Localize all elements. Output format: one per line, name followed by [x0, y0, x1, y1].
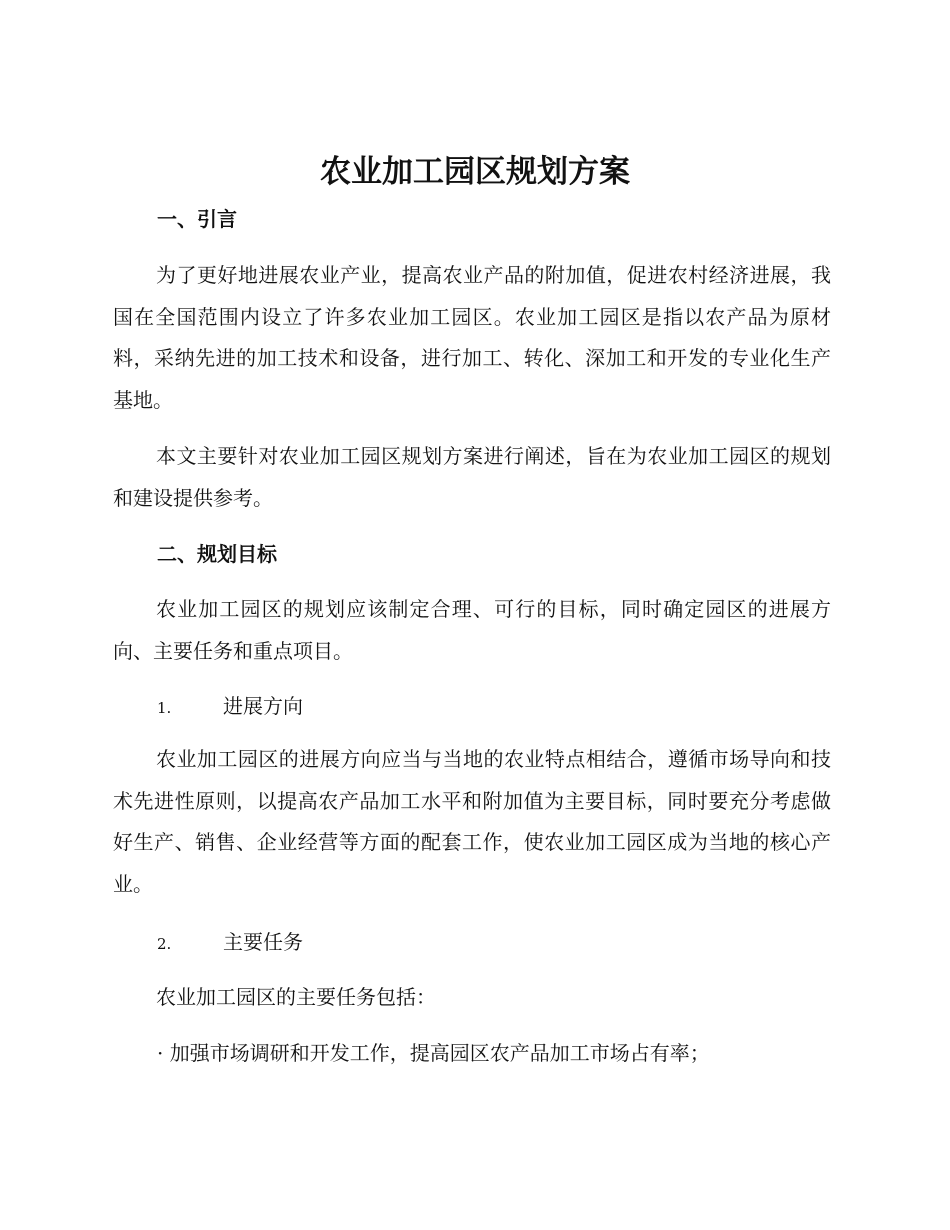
intro-paragraph-2: 本文主要针对农业加工园区规划方案进行阐述，旨在为农业加工园区的规划和建设提供参考。 [113, 444, 831, 510]
numbered-item-development-direction [157, 691, 303, 723]
item-number: 1. [157, 699, 172, 717]
intro-paragraph-1: 为了更好地进展农业产业，提高农业产品的附加值，促进农村经济进展，我国在全国范围内设立了许多农业加工园区。农业加工园区是指以农产品为原材料，采纳先进的加工技术和设备，进行加工、转化、深加工和开发的专业化生产基地。 [113, 263, 831, 412]
item-label: 进展方向 [223, 694, 303, 718]
goals-paragraph: 农业加工园区的规划应该制定合理、可行的目标，同时确定园区的进展方向、主要任务和重点项目。 [113, 597, 831, 663]
document-title: 农业加工园区规划方案 [320, 154, 630, 190]
numbered-item-main-tasks [157, 927, 303, 959]
direction-paragraph: 农业加工园区的进展方向应当与当地的农业特点相结合，遵循市场导向和技术先进性原则，以提高农产品加工水平和附加值为主要目标，同时要充分考虑做好生产、销售、企业经营等方面的配套工作，使农业加工园区成为当地的核心产业。 [113, 747, 831, 896]
item-number: 2. [157, 935, 172, 953]
section-heading-planning-goals: 二、规划目标 [157, 542, 277, 566]
tasks-intro-paragraph: 农业加工园区的主要任务包括： [156, 985, 436, 1009]
section-heading-introduction: 一、引言 [157, 207, 237, 231]
bullet-item: · 加强市场调研和开发工作，提高园区农产品加工市场占有率； [157, 1041, 710, 1065]
item-label: 主要任务 [223, 930, 303, 954]
